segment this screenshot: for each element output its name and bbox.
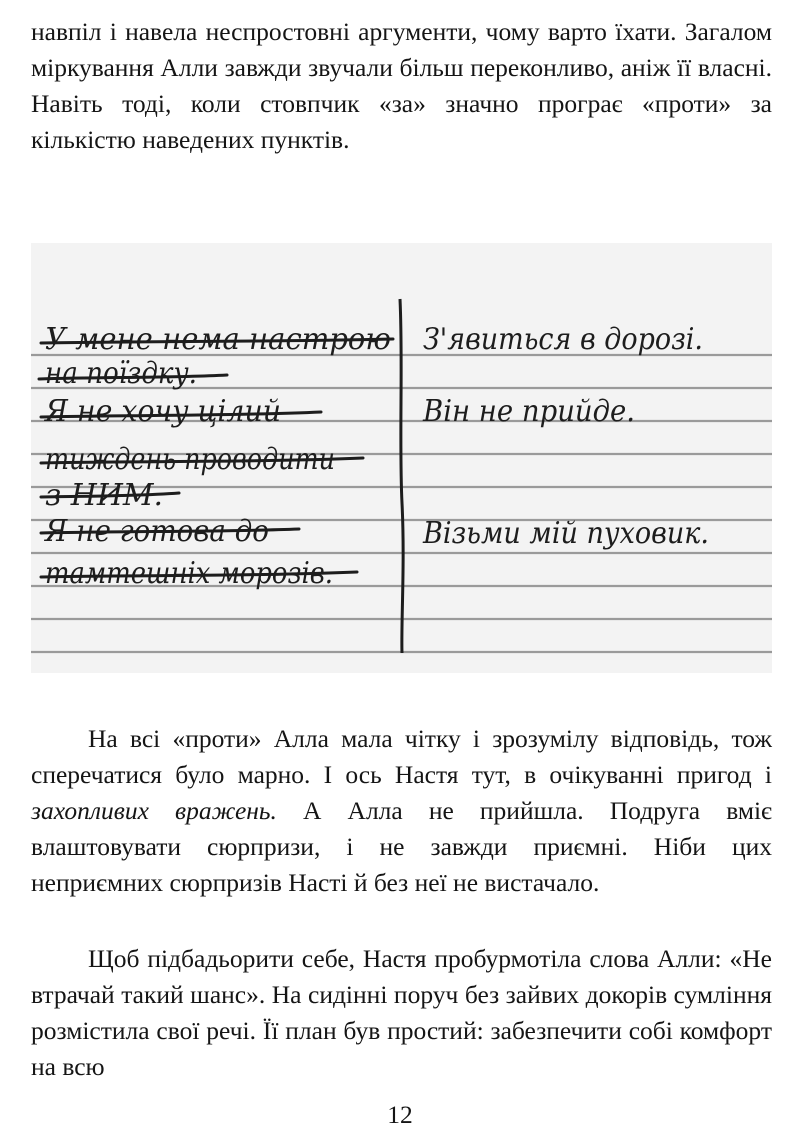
paragraph-answers-part-2: А Алла не прийшла. Подруга вміє влаштовувати сюрпризи, і не завжди приємні. Ніби цих неприємних сюрпризів Насті й без неї не вистачало. bbox=[31, 796, 772, 897]
paragraph-answers-part-1: На всі «проти» Алла мала чітку і зрозумілу відповідь, тож сперечатися було марно. І ось Настя тут, в очікуванні пригод і bbox=[31, 724, 772, 789]
paragraph-answers bbox=[31, 721, 772, 901]
con-line-4: тиждень проводити bbox=[45, 442, 335, 477]
notebook-svg bbox=[31, 243, 772, 673]
con-line-1: У мене нема настрою bbox=[45, 322, 391, 357]
paragraph-cheer-up: Щоб підбадьорити себе, Настя пробурмотіла слова Алли: «Не втрачай такий шанс». На сидінні поруч без зайвих докорів сумління розмістила свої речі. Її план був простий: забезпечити собі комфорт на всю bbox=[31, 944, 772, 1081]
con-line-5: з НИМ. bbox=[45, 478, 163, 513]
column-divider bbox=[400, 299, 403, 653]
paragraph-intro: навпіл і навела неспростовні аргументи, чому варто їхати. Загалом міркування Алли завжди звучали більш переконливо, аніж її власні. Навіть тоді, коли стовпчик «за» значно програє «проти» за кількістю наведених пунктів. bbox=[31, 17, 772, 154]
con-line-7: тамтешніх морозів. bbox=[45, 556, 333, 591]
con-line-3: Я не хочу цілий bbox=[43, 394, 281, 429]
pro-line-1: З'явиться в дорозі. bbox=[423, 322, 703, 357]
con-line-6: Я не готова до bbox=[43, 514, 269, 549]
paragraph-answers-emphasis: захопливих вражень. bbox=[31, 796, 277, 825]
page-number: 12 bbox=[387, 1100, 413, 1129]
notebook-illustration bbox=[31, 243, 772, 673]
pro-line-2: Він не прийде. bbox=[422, 394, 635, 429]
con-line-2: на поїздку. bbox=[45, 356, 197, 391]
pro-line-3: Візьми мій пуховик. bbox=[422, 516, 709, 551]
